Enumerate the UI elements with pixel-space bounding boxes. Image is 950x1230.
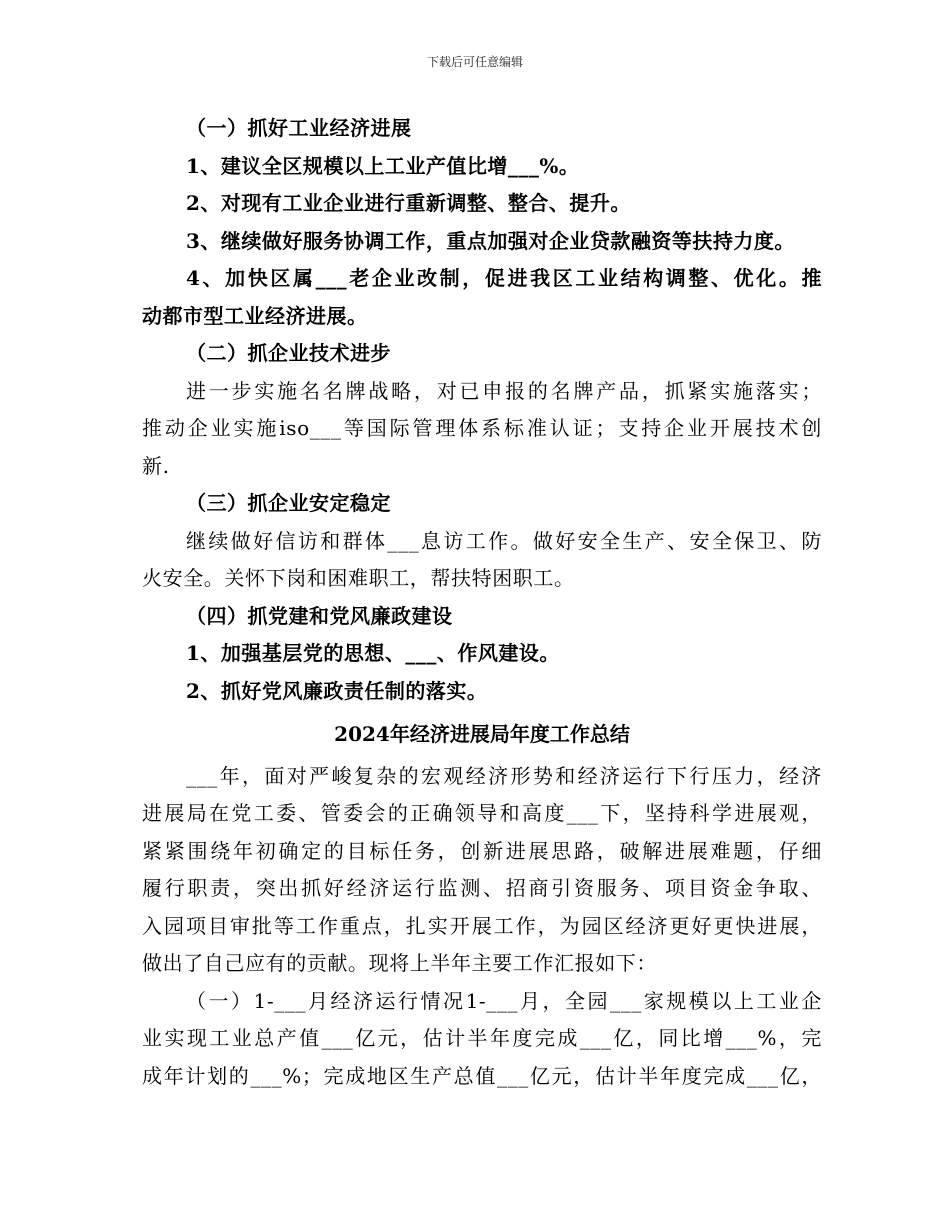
page-header-note: 下载后可任意编辑: [426, 55, 523, 69]
document-body: [142, 110, 822, 1095]
list-item: 1、加强基层党的思想、___、作风建设。: [186, 641, 560, 665]
paragraph-line: 业实现工业总产值___亿元，估计半年度完成___亿，同比增___%，完: [142, 1026, 822, 1050]
paragraph-line: 继续做好信访和群体___息访工作。做好安全生产、安全保卫、防: [186, 528, 822, 553]
paragraph-line: 入园项目审批等工作重点，扎实开展工作，为园区经济更好更快进展，: [142, 913, 822, 938]
list-item: 1、建议全区规模以上工业产值比增___%。: [186, 153, 580, 178]
paragraph-line: 做出了自己应有的贡献。现将上半年主要工作汇报如下：: [142, 951, 657, 975]
list-item: 2、抓好党风廉政责任制的落实。: [186, 678, 488, 703]
paragraph-line: 进一步实施名名牌战略，对已申报的名牌产品，抓紧实施落实；: [186, 378, 822, 403]
paragraph-line: ___年，面对严峻复杂的宏观经济形势和经济运行下行压力，经济: [186, 763, 822, 788]
section-heading: （二）抓企业技术进步: [186, 341, 391, 365]
list-item-continuation: 动都市型工业经济进展。: [142, 303, 368, 328]
paragraph-line: 推动企业实施iso___等国际管理体系标准认证；支持企业开展技术创: [142, 416, 822, 440]
paragraph-line: 进展局在党工委、管委会的正确领导和高度___下，坚持科学进展观，: [142, 801, 822, 825]
paragraph-line: 火安全。关怀下岗和困难职工，帮扶特困职工。: [142, 566, 575, 590]
section-heading: （三）抓企业安定稳定: [186, 491, 391, 515]
document-title: 2024年经济进展局年度工作总结: [334, 722, 630, 746]
paragraph-line: 成年计划的___%；完成地区生产总值___亿元，估计半年度完成___亿，: [142, 1063, 822, 1088]
paragraph-line: 履行职责，突出抓好经济运行监测、招商引资服务、项目资金争取、: [142, 876, 822, 900]
list-item: 2、对现有工业企业进行重新调整、整合、提升。: [186, 191, 631, 215]
list-item: 3、继续做好服务协调工作，重点加强对企业贷款融资等扶持力度。: [186, 228, 795, 253]
paragraph-line: （一）1-___月经济运行情况1-___月，全园___家规模以上工业企: [186, 988, 822, 1013]
list-item: 4、加快区属___老企业改制，促进我区工业结构调整、优化。推: [186, 266, 822, 290]
section-heading: （四）抓党建和党风廉政建设: [186, 603, 453, 628]
paragraph-line: 新.: [142, 453, 170, 478]
paragraph-line: 紧紧围绕年初确定的目标任务，创新进展思路，破解进展难题，仔细: [142, 838, 822, 863]
section-heading: （一）抓好工业经济进展: [186, 116, 412, 140]
